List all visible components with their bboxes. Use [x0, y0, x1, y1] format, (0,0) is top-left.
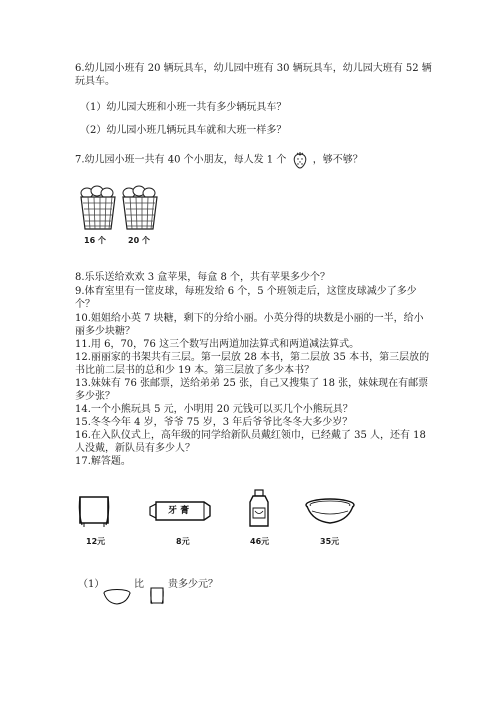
q17-sub-question-1-prefix: （1） [78, 579, 105, 590]
toothpaste-price: 8元 [176, 537, 190, 546]
basket-icon [120, 185, 160, 233]
q7-stem-text: 7.幼儿园小班一共有 40 个小朋友，每人发 1 个 [75, 154, 287, 166]
basin-price: 35元 [320, 537, 340, 546]
question-line: 12.丽丽家的书架共有三层。第一层放 28 本书，第二层放 35 本书，第三层放的 [75, 352, 430, 363]
question-line: 16.在入队仪式上，高年级的同学给新队员戴红领巾，已经戴了 35 人，还有 18 [75, 430, 426, 441]
q7-stem-end: ，够不够？ [312, 154, 363, 166]
question-line: 个？ [75, 299, 95, 310]
question-line: 多少张？ [75, 391, 115, 402]
q6-sub-question-1: （1）幼儿园大班和小班一共有多少辆玩具车？ [80, 102, 287, 113]
q6-sub-question-2: （2）幼儿园小班几辆玩具车就和大班一样多？ [80, 125, 287, 136]
basket-2-label: 20 个 [128, 236, 150, 245]
q17-sub-question-1-compare: 比 [134, 579, 144, 590]
question-line: 15.冬冬今年 4 岁，爷爷 75 岁，3 年后爷爷比冬冬大多少岁？ [75, 417, 353, 428]
question-line: 17.解答题。 [75, 456, 131, 467]
bottle-price: 46元 [250, 537, 270, 546]
question-line: 丽多少块糖？ [75, 326, 135, 337]
toothpaste-label: 牙 膏 [168, 506, 190, 516]
question-line: 13.妹妹有 76 张邮票，送给弟弟 25 张，自己又搜集了 18 张，妹妹现在有邮票 [75, 378, 429, 389]
towel-icon [76, 493, 112, 529]
towel-icon [148, 586, 166, 606]
question-line: 书比前二层书的总和少 19 本。第三层放了多少本书？ [75, 365, 315, 376]
basket-1-label: 16 个 [84, 236, 106, 245]
question-line: 11.用 6，70，76 这三个数写出两道加法算式和两道减法算式。 [75, 339, 360, 350]
question-line: 10.姐姐给小英 7 块糖，剩下的分给小丽。小英分得的块数是小丽的一半，给小 [75, 313, 424, 324]
bottle-icon [244, 488, 274, 530]
towel-price: 12元 [86, 537, 106, 546]
question-line: 人没戴，新队员有多少人？ [75, 443, 195, 454]
q7-stem [75, 151, 363, 169]
basin-icon [102, 588, 132, 606]
strawberry-icon [292, 151, 308, 169]
q6-stem-line-1: 6.幼儿园小班有 20 辆玩具车，幼儿园中班有 30 辆玩具车，幼儿园大班有 52 辆 [75, 63, 432, 74]
q17-sub-question-1-end: 贵多少元？ [168, 579, 218, 590]
question-line: 9.体育室里有一筐皮球，每班发给 6 个，5 个班领走后，这筐皮球减少了多少 [75, 286, 417, 297]
basket-icon [78, 185, 118, 233]
q6-stem-line-2: 玩具车。 [75, 76, 115, 87]
basin-icon [304, 497, 356, 527]
question-line: 14.一个小熊玩具 5 元，小明用 20 元钱可以买几个小熊玩具？ [75, 404, 353, 415]
question-line: 8.乐乐送给欢欢 3 盒苹果，每盒 8 个，共有苹果多少个？ [75, 272, 330, 283]
